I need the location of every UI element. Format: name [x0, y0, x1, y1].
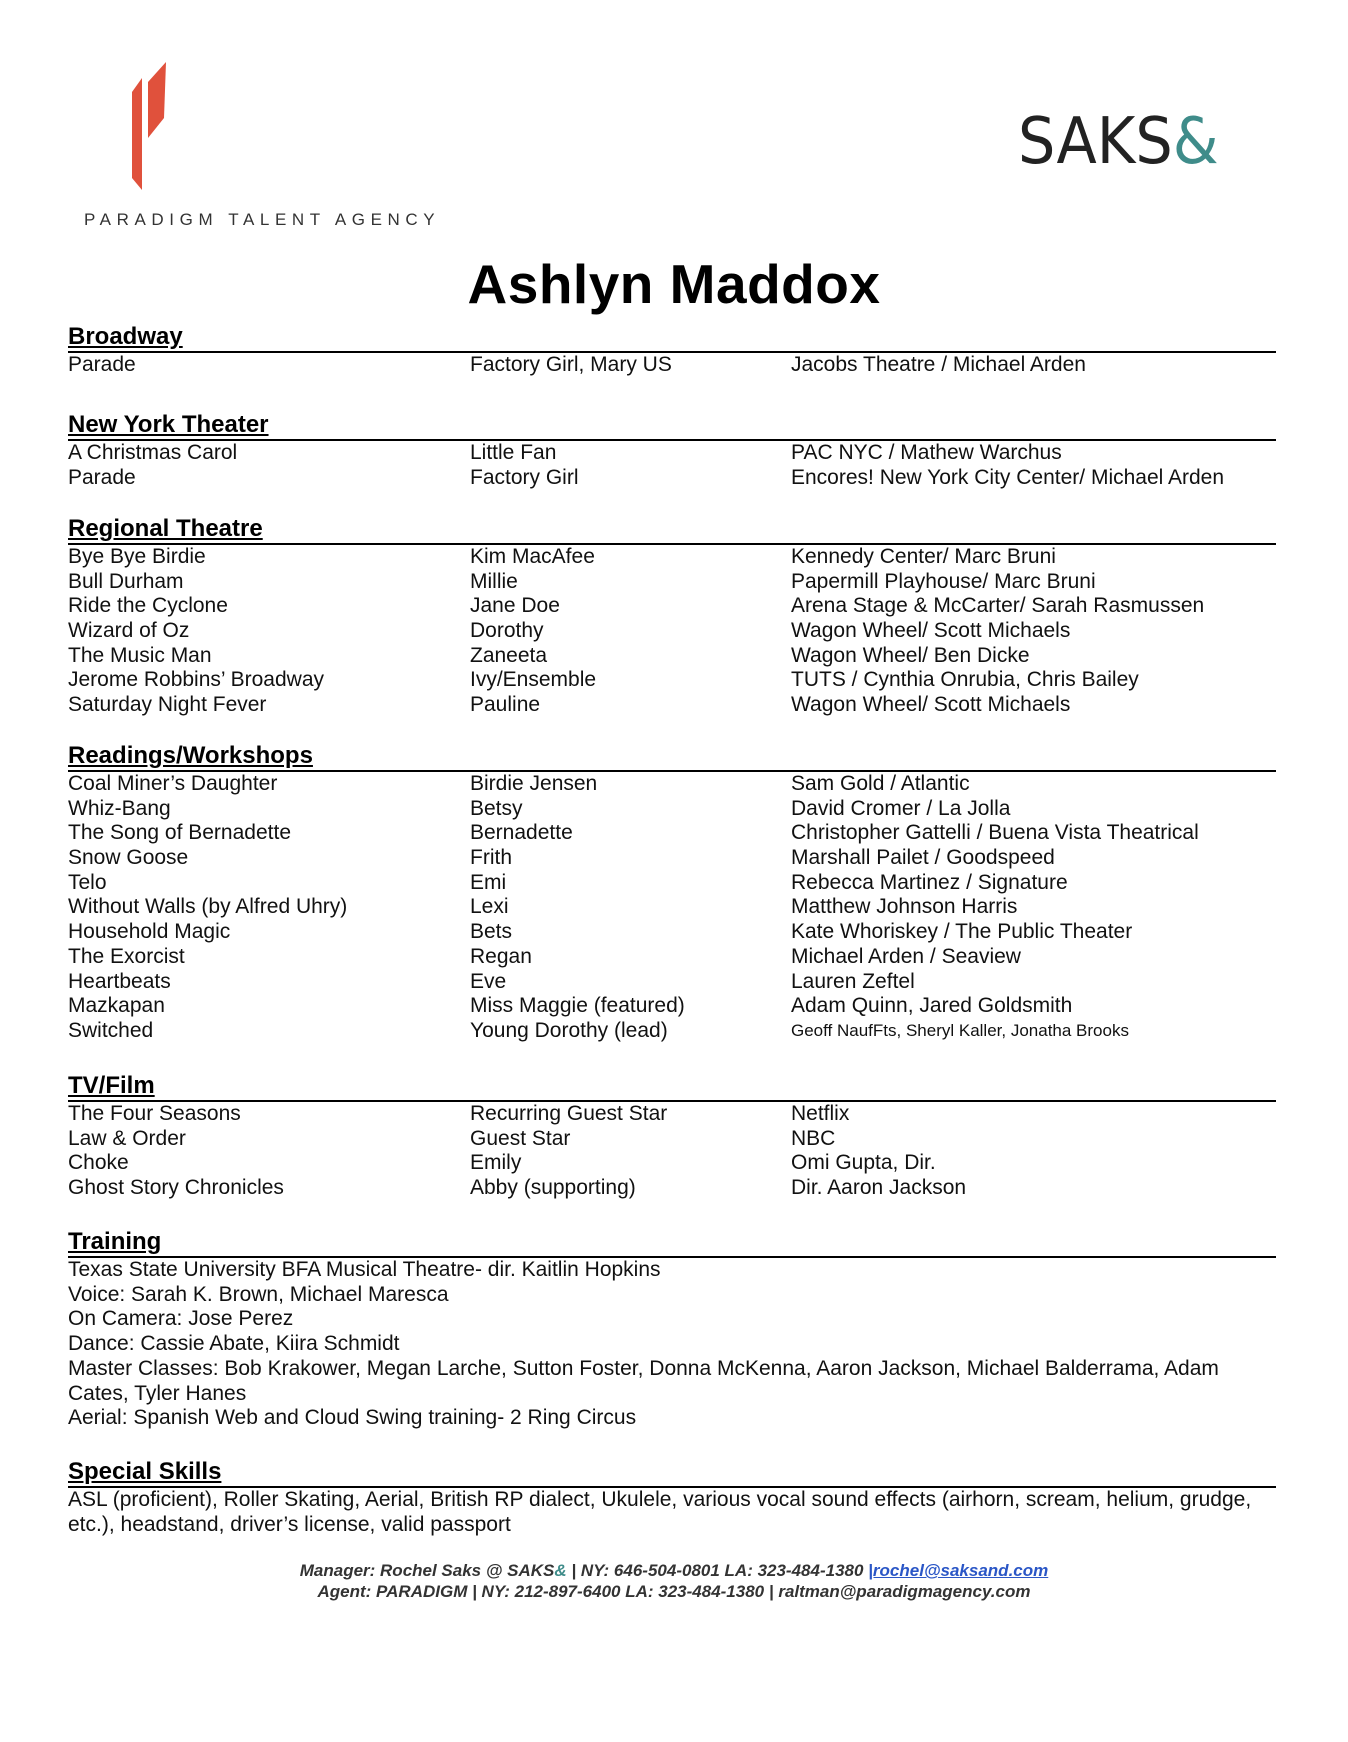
show-title: Without Walls (by Alfred Uhry) [68, 895, 348, 919]
section-heading: New York Theater [68, 410, 1276, 441]
manager-label: Manager: Rochel Saks @ SAKS [299, 1561, 555, 1580]
table-row [68, 668, 1276, 693]
table-row [68, 772, 1276, 797]
table-row [68, 970, 1276, 995]
role: Guest Star [470, 1126, 571, 1150]
venue-director: Michael Arden / Seaview [791, 944, 1021, 968]
venue-director: NBC [791, 1126, 836, 1150]
table-row [68, 846, 1276, 871]
role: Young Dorothy (lead) [470, 1018, 668, 1042]
role: Little Fan [470, 441, 557, 464]
table-row [68, 1102, 1276, 1127]
role: Millie [470, 569, 518, 593]
role: Frith [470, 846, 512, 870]
venue-director: Geoff NaufFts, Sheryl Kaller, Jonatha Brooks [791, 1020, 1129, 1040]
table-row [68, 994, 1276, 1019]
venue-director: Sam Gold / Atlantic [791, 772, 970, 795]
table-row [68, 945, 1276, 970]
section-readings-workshops [68, 741, 1276, 1044]
manager-phones: | NY: 646-504-0801 LA: 323-484-1380 [566, 1561, 869, 1580]
show-title: Household Magic [68, 920, 231, 944]
performer-name: Ashlyn Maddox [467, 253, 881, 315]
table-row [68, 353, 1276, 378]
agent-line: Agent: PARADIGM | NY: 212-897-6400 LA: 323-484-1380 | raltman@paradigmagency.com [317, 1582, 1031, 1601]
venue-director: Omi Gupta, Dir. [791, 1151, 936, 1175]
role: Kim MacAfee [470, 545, 595, 568]
show-title: Bull Durham [68, 569, 184, 593]
show-title: Telo [68, 870, 107, 894]
role: Birdie Jensen [470, 772, 598, 795]
role: Bets [470, 920, 513, 944]
venue-director: Kate Whoriskey / The Public Theater [791, 920, 1133, 944]
show-title: Snow Goose [68, 846, 189, 870]
show-title: Heartbeats [68, 969, 171, 993]
table-row [68, 1151, 1276, 1176]
section-heading: Special Skills [68, 1457, 1276, 1488]
venue-director: Jacobs Theatre / Michael Arden [791, 353, 1086, 376]
section-special-skills [68, 1457, 1276, 1537]
venue-director: TUTS / Cynthia Onrubia, Chris Bailey [791, 668, 1139, 692]
show-title: Switched [68, 1018, 154, 1042]
venue-director: Lauren Zeftel [791, 969, 915, 993]
show-title: Bye Bye Birdie [68, 545, 206, 568]
role: Ivy/Ensemble [470, 668, 597, 692]
saks-logo-ampersand: & [1172, 105, 1219, 179]
section-heading: Regional Theatre [68, 514, 1276, 545]
table-row [68, 570, 1276, 595]
role: Jane Doe [470, 594, 560, 618]
training-line: On Camera: Jose Perez [68, 1307, 294, 1331]
table-row [68, 693, 1276, 718]
venue-director: Wagon Wheel/ Scott Michaels [791, 693, 1071, 717]
table-row [68, 594, 1276, 619]
show-title: Coal Miner’s Daughter [68, 772, 278, 795]
show-title: Parade [68, 465, 136, 489]
table-row [68, 797, 1276, 822]
skills-text: ASL (proficient), Roller Skating, Aerial, British RP dialect, Ukulele, various vocal sound effects (airhorn, scream, helium, grudge, etc.), headstand, driver’s license, valid passport [68, 1488, 1252, 1536]
venue-director: PAC NYC / Mathew Warchus [791, 441, 1062, 464]
role: Dorothy [470, 619, 544, 643]
manager-contact [0, 1560, 1348, 1581]
venue-director: Dir. Aaron Jackson [791, 1176, 967, 1200]
section-heading: Readings/Workshops [68, 741, 1276, 772]
venue-director: Kennedy Center/ Marc Bruni [791, 545, 1056, 568]
role: Pauline [470, 693, 541, 717]
role: Emi [470, 870, 507, 894]
show-title: The Song of Bernadette [68, 821, 291, 845]
show-title: Ghost Story Chronicles [68, 1176, 284, 1200]
role: Factory Girl [470, 465, 579, 489]
section-broadway [68, 322, 1276, 378]
table-row [68, 1019, 1276, 1044]
table-row [68, 466, 1276, 491]
section-tv-film [68, 1071, 1276, 1201]
venue-director: David Cromer / La Jolla [791, 796, 1011, 820]
table-row [68, 821, 1276, 846]
section-heading: Training [68, 1227, 1276, 1258]
show-title: The Four Seasons [68, 1102, 241, 1125]
venue-director: Papermill Playhouse/ Marc Bruni [791, 569, 1096, 593]
training-line: Texas State University BFA Musical Theatre- dir. Kaitlin Hopkins [68, 1258, 661, 1281]
show-title: The Exorcist [68, 944, 185, 968]
show-title: Whiz-Bang [68, 796, 171, 820]
show-title: Choke [68, 1151, 129, 1175]
section-training [68, 1227, 1276, 1431]
show-title: Parade [68, 353, 136, 376]
table-row [68, 871, 1276, 896]
table-row [68, 1127, 1276, 1152]
show-title: Saturday Night Fever [68, 693, 267, 717]
role: Regan [470, 944, 532, 968]
role: Eve [470, 969, 507, 993]
show-title: Law & Order [68, 1126, 186, 1150]
section-heading: TV/Film [68, 1071, 1276, 1102]
role: Lexi [470, 895, 509, 919]
paradigm-logo-icon [118, 62, 180, 190]
venue-director: Marshall Pailet / Goodspeed [791, 846, 1055, 870]
role: Zaneeta [470, 643, 548, 667]
training-line: Master Classes: Bob Krakower, Megan Larche, Sutton Foster, Donna McKenna, Aaron Jackson, Michael Balderrama, Adam Cates, Tyler Hanes [68, 1356, 1219, 1405]
show-title: The Music Man [68, 643, 212, 667]
show-title: Jerome Robbins’ Broadway [68, 668, 325, 692]
show-title: Ride the Cyclone [68, 594, 228, 618]
table-row [68, 1176, 1276, 1201]
venue-director: Encores! New York City Center/ Michael Arden [791, 465, 1225, 489]
table-row [68, 895, 1276, 920]
table-row [68, 920, 1276, 945]
section-regional-theatre [68, 514, 1276, 718]
manager-email-link[interactable]: |rochel@saksand.com [868, 1561, 1049, 1580]
table-row [68, 644, 1276, 669]
venue-director: Arena Stage & McCarter/ Sarah Rasmussen [791, 594, 1205, 618]
show-title: A Christmas Carol [68, 441, 238, 464]
saks-logo-text: SAKS [1018, 105, 1173, 179]
saks-logo [1018, 105, 1219, 179]
role: Bernadette [470, 821, 573, 845]
venue-director: Matthew Johnson Harris [791, 895, 1018, 919]
show-title: Mazkapan [68, 994, 165, 1018]
role: Betsy [470, 796, 523, 820]
role: Factory Girl, Mary US [470, 353, 672, 376]
agency-name: PARADIGM TALENT AGENCY [84, 210, 441, 229]
table-row [68, 545, 1276, 570]
show-title: Wizard of Oz [68, 619, 190, 643]
venue-director: Wagon Wheel/ Scott Michaels [791, 619, 1071, 643]
venue-director: Netflix [791, 1102, 850, 1125]
agent-contact [0, 1581, 1348, 1602]
manager-amp: & [554, 1561, 567, 1580]
section-new-york-theater [68, 410, 1276, 490]
section-heading: Broadway [68, 322, 1276, 353]
training-line: Voice: Sarah K. Brown, Michael Maresca [68, 1282, 449, 1306]
role: Recurring Guest Star [470, 1102, 668, 1125]
training-line: Dance: Cassie Abate, Kiira Schmidt [68, 1332, 400, 1356]
role: Emily [470, 1151, 522, 1175]
venue-director: Christopher Gattelli / Buena Vista Theatrical [791, 821, 1199, 845]
venue-director: Rebecca Martinez / Signature [791, 870, 1068, 894]
venue-director: Adam Quinn, Jared Goldsmith [791, 994, 1073, 1018]
role: Miss Maggie (featured) [470, 994, 685, 1018]
table-row [68, 441, 1276, 466]
table-row [68, 619, 1276, 644]
venue-director: Wagon Wheel/ Ben Dicke [791, 643, 1030, 667]
training-line: Aerial: Spanish Web and Cloud Swing training- 2 Ring Circus [68, 1406, 637, 1430]
role: Abby (supporting) [470, 1176, 636, 1200]
